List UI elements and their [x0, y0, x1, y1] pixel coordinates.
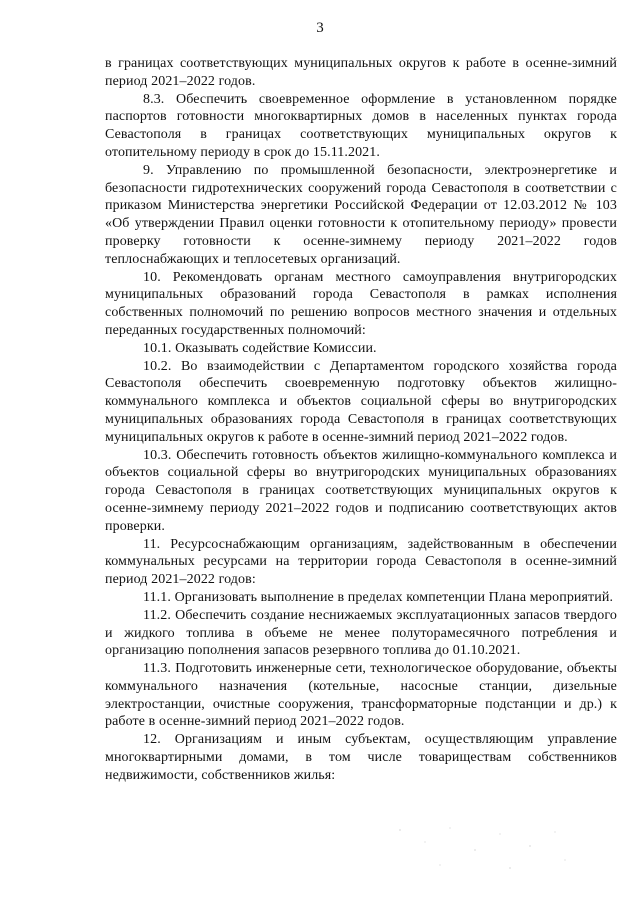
paragraph: 11. Ресурсоснабжающим организациям, задействованным в обеспечении коммунальных ресурсами на территории города Севастополя в осенне-зимний период 2021–2022 годов:	[105, 536, 617, 588]
paragraph: в границах соответствующих муниципальных округов к работе в осенне-зимний период 2021–2022 годов.	[105, 56, 617, 89]
paragraph: 11.3. Подготовить инженерные сети, технологическое оборудование, объекты коммунального назначения (котельные, насосные станции, дизельные электростанции, очистные сооружения, трансформаторные подстанции и др.) к работе в осенне-зимний период 2021–2022 годов.	[105, 661, 617, 730]
paragraph: 12. Организациям и иным субъектам, осуществляющим управление многоквартирными домами, в том числе товариществам собственников недвижимости, собственников жилья:	[105, 732, 617, 783]
paragraph: 10.2. Во взаимодействии с Департаментом городского хозяйства города Севастополя обеспечить своевременную подготовку объектов жилищно-коммунального комплекса и объектов социальной сферы во внутригородских муниципальных образованиях города Севастополя в границах соответствующих муниципальных округов к работе в осенне-зимний период 2021–2022 годов.	[105, 358, 617, 445]
paragraph: 10.1. Оказывать содействие Комиссии.	[143, 340, 377, 356]
paragraph: 9. Управлению по промышленной безопасности, электроэнергетике и безопасности гидротехнических сооружений города Севастополя в соответствии с приказом Министерства энергетики Российской Федерации от 12.03.2012 № 103 «Об утверждении Правил оценки готовности к отопительному периоду» провести проверку готовности к осенне-зимнему периоду 2021–2022 годов теплоснабжающих и теплосетевых организаций.	[105, 162, 617, 267]
paragraph: 11.1. Организовать выполнение в пределах компетенции Плана мероприятий.	[143, 589, 614, 605]
paragraph: 10.3. Обеспечить готовность объектов жилищно-коммунального комплекса и объектов социальной сферы во внутригородских муниципальных образованиях города Севастополя в границах соответствующих муниципальных округов к осенне-зимнему периоду 2021–2022 годов и подписанию соответствующих актов проверки.	[105, 447, 617, 534]
paragraph: 8.3. Обеспечить своевременное оформление в установленном порядке паспортов готовности многоквартирных домов в населенных пунктах города Севастополя в границах соответствующих муниципальных округов к отопительному периоду в срок до 15.11.2021.	[105, 91, 617, 160]
document-body	[105, 55, 617, 785]
page-number: 3	[316, 20, 324, 36]
scan-noise	[380, 820, 580, 880]
paragraph: 11.2. Обеспечить создание неснижаемых эксплуатационных запасов твердого и жидкого топлива в объеме не менее полуторамесячного потребления и организацию пополнения запасов резервного топлива до 01.10.2021.	[105, 607, 617, 659]
paragraph: 10. Рекомендовать органам местного самоуправления внутригородских муниципальных образований города Севастополя в рамках исполнения собственных полномочий по решению вопросов местного значения и отдельных переданных государственных полномочий:	[105, 269, 617, 338]
